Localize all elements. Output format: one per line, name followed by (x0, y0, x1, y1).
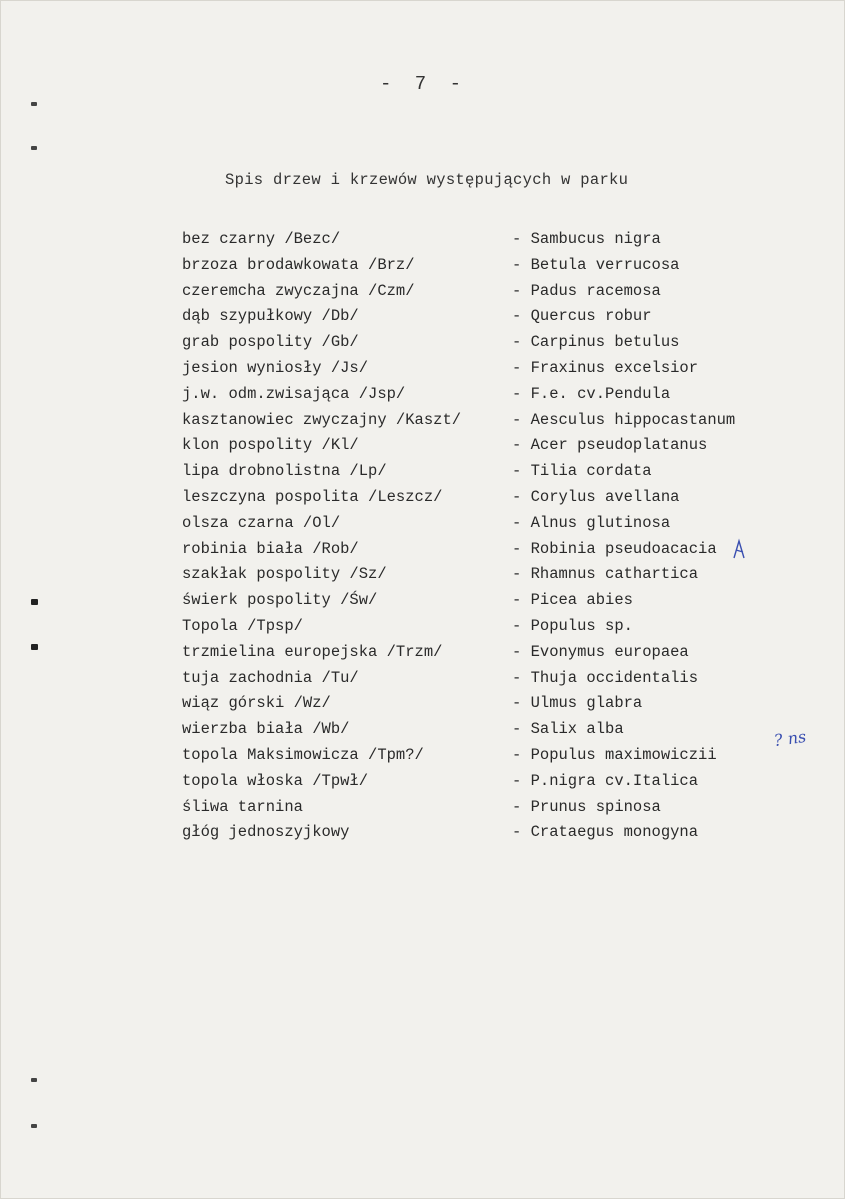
species-row (1, 359, 845, 385)
latin-name: - Prunus spinosa (512, 797, 661, 816)
species-row (1, 540, 845, 566)
species-row (1, 720, 845, 746)
latin-name: - Evonymus europaea (512, 642, 689, 661)
latin-name: - Betula verrucosa (512, 255, 680, 274)
common-name: lipa drobnolistna /Lp/ (182, 462, 387, 481)
latin-name: - Crataegus monogyna (512, 823, 699, 842)
latin-name: - Fraxinus excelsior (512, 358, 699, 377)
species-row (1, 488, 845, 514)
species-row (1, 798, 845, 824)
common-name: wierzba biała /Wb/ (182, 720, 350, 739)
species-row (1, 643, 845, 669)
latin-name: - Robinia pseudoacacia (512, 539, 717, 558)
latin-name: - Carpinus betulus (512, 333, 680, 352)
species-row (1, 669, 845, 695)
latin-name: - P.nigra cv.Italica (512, 771, 699, 790)
common-name: głóg jednoszyjkowy (182, 823, 350, 842)
common-name: wiąz górski /Wz/ (182, 694, 331, 713)
common-name: tuja zachodnia /Tu/ (182, 668, 359, 687)
species-row (1, 282, 845, 308)
common-name: jesion wyniosły /Js/ (182, 358, 369, 377)
species-row (1, 591, 845, 617)
latin-name: - Populus maximowiczii (512, 745, 717, 764)
latin-name: - Padus racemosa (512, 281, 661, 300)
species-row (1, 565, 845, 591)
common-name: brzoza brodawkowata /Brz/ (182, 255, 415, 274)
common-name: Topola /Tpsp/ (182, 616, 303, 635)
common-name: czeremcha zwyczajna /Czm/ (182, 281, 415, 300)
species-row (1, 436, 845, 462)
species-row (1, 694, 845, 720)
species-row (1, 823, 845, 849)
handwritten-annotation: ? ns (772, 726, 808, 751)
latin-name: - Tilia cordata (512, 462, 652, 481)
latin-name: - Corylus avellana (512, 487, 680, 506)
common-name: śliwa tarnina (182, 797, 303, 816)
margin-mark (31, 1124, 37, 1128)
common-name: grab pospolity /Gb/ (182, 333, 359, 352)
latin-name: - Salix alba (512, 720, 624, 739)
ink-correction-mark (732, 538, 746, 562)
common-name: świerk pospolity /Św/ (182, 591, 378, 610)
latin-name: - Acer pseudoplatanus (512, 436, 708, 455)
document-title: Spis drzew i krzewów występujących w parku (225, 171, 629, 189)
common-name: topola włoska /Tpwł/ (182, 771, 369, 790)
species-row (1, 772, 845, 798)
common-name: szakłak pospolity /Sz/ (182, 565, 387, 584)
margin-mark (31, 102, 37, 106)
latin-name: - Rhamnus cathartica (512, 565, 699, 584)
species-row (1, 230, 845, 256)
species-list (1, 230, 845, 849)
page-number: - 7 - (379, 73, 467, 95)
latin-name: - F.e. cv.Pendula (512, 384, 671, 403)
latin-name: - Thuja occidentalis (512, 668, 699, 687)
common-name: kasztanowiec zwyczajny /Kaszt/ (182, 410, 462, 429)
common-name: bez czarny /Bezc/ (182, 230, 341, 248)
common-name: dąb szypułkowy /Db/ (182, 307, 359, 326)
species-row (1, 385, 845, 411)
common-name: j.w. odm.zwisająca /Jsp/ (182, 384, 406, 403)
species-row (1, 617, 845, 643)
species-row (1, 514, 845, 540)
species-row (1, 333, 845, 359)
species-row (1, 462, 845, 488)
species-row (1, 256, 845, 282)
latin-name: - Alnus glutinosa (512, 513, 671, 532)
species-row (1, 411, 845, 437)
common-name: topola Maksimowicza /Tpm?/ (182, 745, 424, 764)
common-name: klon pospolity /Kl/ (182, 436, 359, 455)
latin-name: - Quercus robur (512, 307, 652, 326)
latin-name: - Picea abies (512, 591, 633, 610)
common-name: leszczyna pospolita /Leszcz/ (182, 487, 443, 506)
margin-mark (31, 146, 37, 150)
latin-name: - Aesculus hippocastanum (512, 410, 736, 429)
common-name: olsza czarna /Ol/ (182, 513, 341, 532)
margin-mark (31, 1078, 37, 1082)
latin-name: - Ulmus glabra (512, 694, 643, 713)
latin-name: - Sambucus nigra (512, 230, 661, 248)
common-name: robinia biała /Rob/ (182, 539, 359, 558)
species-row (1, 746, 845, 772)
species-row (1, 307, 845, 333)
common-name: trzmielina europejska /Trzm/ (182, 642, 443, 661)
latin-name: - Populus sp. (512, 616, 633, 635)
